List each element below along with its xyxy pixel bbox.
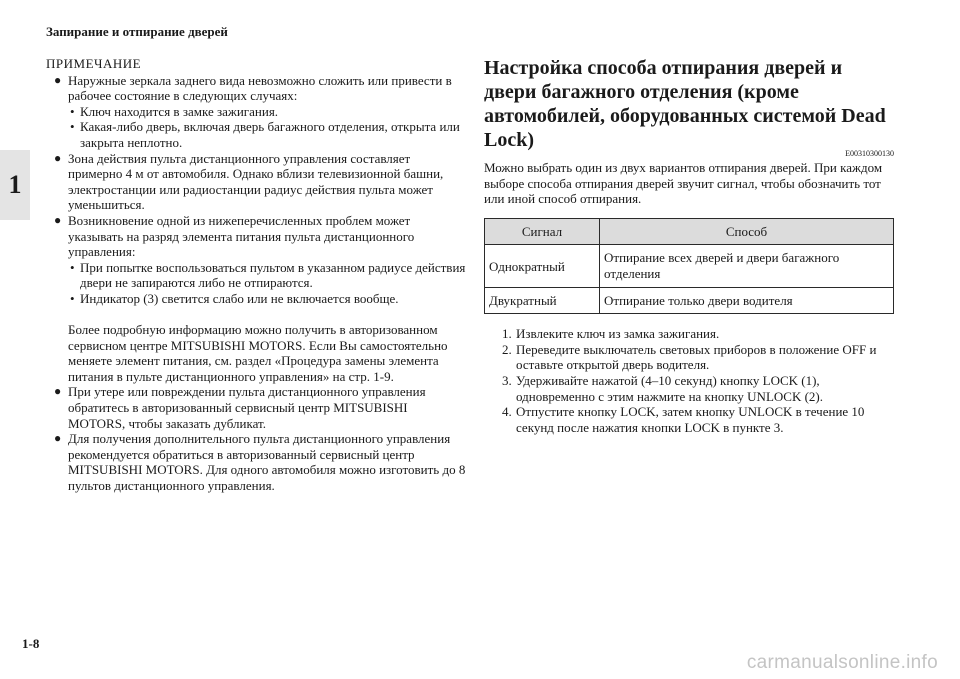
step-text: Отпустите кнопку LOCK, затем кнопку UNLOCK в течение 10 секунд после нажатия кнопки LOCK в пункте 3. <box>516 404 865 435</box>
step-item <box>502 342 894 373</box>
page-header-title: Запирание и отпирание дверей <box>46 24 228 39</box>
main-section <box>484 56 894 435</box>
spacer <box>68 307 466 323</box>
table-header-row <box>485 218 894 245</box>
section-code: E00310300130 <box>845 149 894 158</box>
table-cell: Отпирание только двери водителя <box>600 287 894 314</box>
table-row <box>485 287 894 314</box>
unlock-mode-table <box>484 218 894 314</box>
chapter-tab <box>0 150 30 220</box>
step-item <box>502 373 894 404</box>
bullet-dot-icon: ● <box>54 72 62 87</box>
step-item <box>502 404 894 435</box>
page-number: 1-8 <box>22 636 40 651</box>
note-text: Для получения дополнительного пульта дистанционного управления рекомендуется обратиться в авторизованный сервисный центр MITSUBISHI MOTORS. Для одного автомобиля можно изготовить до 8 пультов дистанционного управления. <box>68 431 466 494</box>
step-number: 4. <box>502 404 512 420</box>
note-text: Наружные зеркала заднего вида невозможно сложить или привести в рабочее состояние в следующих случаях: <box>68 72 452 104</box>
note-heading: ПРИМЕЧАНИЕ <box>46 56 142 71</box>
note-text: Возникновение одной из нижеперечисленных проблем может указывать на разряд элемента питания пульта дистанционного управления: <box>68 212 415 260</box>
note-sub-text: Индикатор (3) светится слабо или не включается вообще. <box>80 290 399 306</box>
sub-bullet-icon: • <box>70 103 75 119</box>
note-item <box>46 213 466 385</box>
note-item <box>46 73 466 151</box>
sub-bullet-icon: • <box>70 290 75 306</box>
step-text: Переведите выключатель световых приборов в положение OFF и оставьте открытой дверь водителя. <box>516 341 877 373</box>
step-text: Удерживайте нажатой (4–10 секунд) кнопку LOCK (1), одновременно с этим нажмите на кнопку UNLOCK (2). <box>516 372 823 404</box>
chapter-number: 1 <box>8 170 22 199</box>
steps-list <box>484 326 894 435</box>
note-sub-item <box>68 119 466 150</box>
step-number: 2. <box>502 341 512 357</box>
note-item <box>46 151 466 213</box>
table-row <box>485 245 894 287</box>
watermark: carmanualsonline.info <box>746 652 938 673</box>
step-item <box>502 326 894 342</box>
table-cell: Отпирание всех дверей и двери багажного отделения <box>600 245 894 287</box>
section-intro: Можно выбрать один из двух вариантов отпирания дверей. При каждом выборе способа отпирания дверей звучит сигнал, чтобы обозначить тот или иной способ отпирания. <box>484 160 883 207</box>
note-sub-text: Ключ находится в замке зажигания. <box>80 103 279 119</box>
bullet-dot-icon: ● <box>54 150 62 165</box>
table-cell: Двукратный <box>485 287 600 314</box>
sub-bullet-icon: • <box>70 119 75 135</box>
note-item <box>46 431 466 493</box>
bullet-dot-icon: ● <box>54 384 62 399</box>
step-number: 3. <box>502 372 512 388</box>
note-text: Зона действия пульта дистанционного управления составляет примерно 4 м от автомобиля. Однако вблизи телевизионной башни, электростанции или радиостанции радиус действия пульта может уменьшиться. <box>68 150 444 213</box>
note-sub-item <box>68 260 466 291</box>
note-item <box>46 384 466 431</box>
table-header-cell: Способ <box>600 218 894 245</box>
section-title: Настройка способа отпирания дверей и двери багажного отделения (кроме автомобилей, оборудованных системой Dead Lock) <box>484 57 886 151</box>
bullet-dot-icon: ● <box>54 431 62 446</box>
bullet-dot-icon: ● <box>54 212 62 227</box>
step-text: Извлеките ключ из замка зажигания. <box>516 326 720 342</box>
step-number: 1. <box>502 326 512 342</box>
table-cell: Однократный <box>485 245 600 287</box>
note-text: При утере или повреждении пульта дистанционного управления обратитесь в авторизованный сервисный центр MITSUBISHI MOTORS, чтобы заказать дубликат. <box>68 384 426 431</box>
note-sub-text: При попытке воспользоваться пультом в указанном радиусе действия двери не запираются либо не отпираются. <box>80 259 466 291</box>
note-sub-item <box>68 291 466 307</box>
note-column <box>46 56 466 494</box>
note-sub-text: Какая-либо дверь, включая дверь багажного отделения, открыта или закрыта неплотно. <box>80 119 460 150</box>
note-extra-text: Более подробную информацию можно получить в авторизованном сервисном центре MITSUBISHI MOTORS. Если Вы самостоятельно меняете элемент питания, см. раздел «Процедура замены элемента питания в пульте дистанционного управления» на стр. 1-9. <box>68 322 448 384</box>
sub-bullet-icon: • <box>70 259 75 275</box>
note-sub-item <box>68 104 466 120</box>
table-header-cell: Сигнал <box>485 218 600 245</box>
